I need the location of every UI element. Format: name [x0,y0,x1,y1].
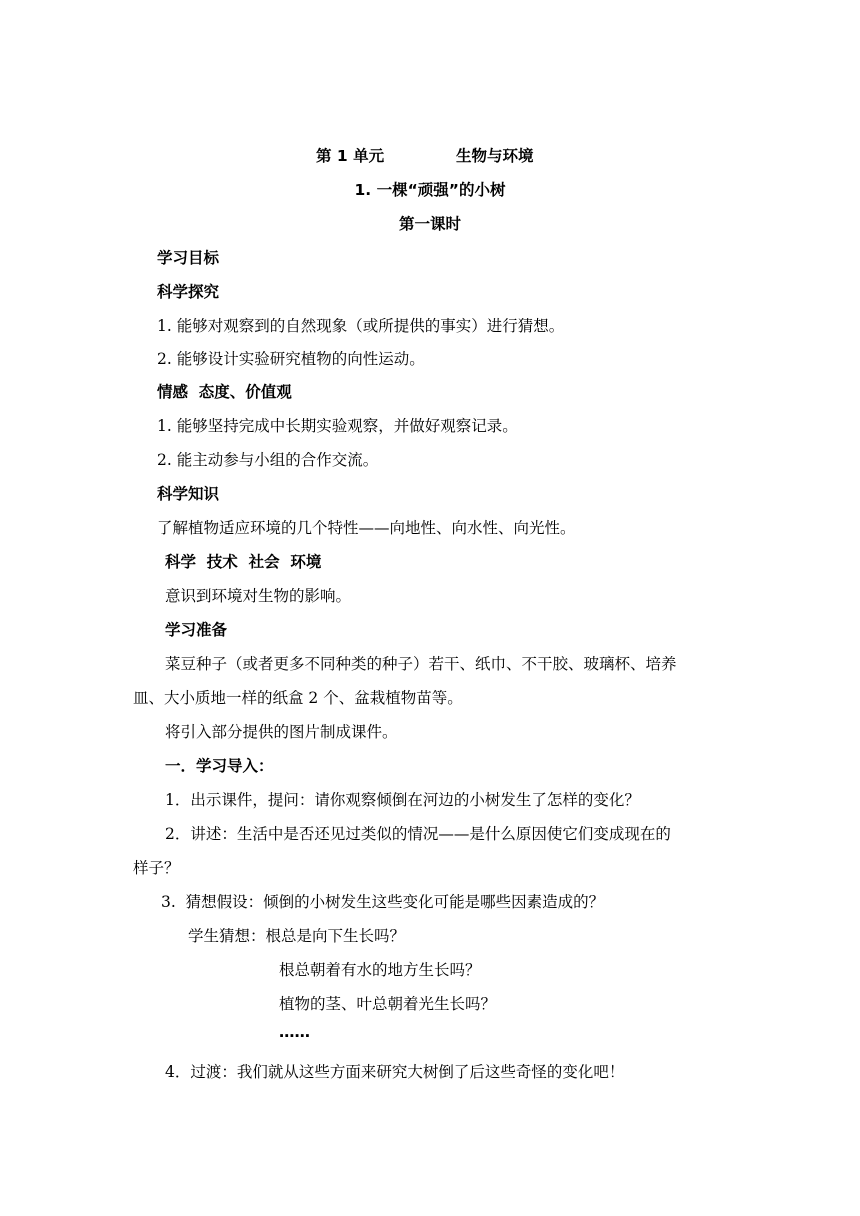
objectives-heading: 学习目标 [157,249,220,267]
stse-heading: 科学 技术 社会 环境 [165,553,322,571]
intro-heading: 一．学习导入： [165,757,274,775]
knowledge-heading: 科学知识 [157,485,220,503]
guess-ellipsis: …… [279,1023,310,1041]
knowledge-text: 了解植物适应环境的几个特性——向地性、向水性、向光性。 [157,519,576,537]
preparation-line: 菜豆种子（或者更多不同种类的种子）若干、纸巾、不干胶、玻璃杯、培养 [165,655,677,673]
period-title: 第一课时 [398,215,461,233]
preparation-line: 皿、大小质地一样的纸盒 2 个、盆栽植物苗等。 [133,689,463,707]
unit-number: 第 1 单元 [316,147,385,165]
intro-step: 3. 猜想假设：倾倒的小树发生这些变化可能是哪些因素造成的？ [161,893,605,911]
attitude-item: 1. 能够坚持完成中长期实验观察，并做好观察记录。 [157,417,518,435]
intro-step-continued: 样子？ [133,859,180,877]
attitude-heading: 情感 态度、价值观 [157,383,292,401]
preparation-line: 将引入部分提供的图片制成课件。 [165,723,398,741]
guess-item: 根总朝着有水的地方生长吗？ [279,961,481,979]
intro-step: 2．讲述：生活中是否还见过类似的情况——是什么原因使它们变成现在的 [165,825,671,843]
guess-label: 学生猜想：根总是向下生长吗？ [188,927,406,945]
preparation-heading: 学习准备 [165,621,228,639]
intro-step: 4．过渡：我们就从这些方面来研究大树倒了后这些奇怪的变化吧！ [165,1063,625,1081]
attitude-item: 2. 能主动参与小组的合作交流。 [157,451,379,469]
lesson-title: 1. 一棵“顽强”的小树 [354,181,506,199]
inquiry-item: 1. 能够对观察到的自然现象（或所提供的事实）进行猜想。 [157,317,565,335]
guess-item: 植物的茎、叶总朝着光生长吗？ [279,995,497,1013]
inquiry-item: 2. 能够设计实验研究植物的向性运动。 [157,350,425,368]
intro-step: 1．出示课件，提问：请你观察倾倒在河边的小树发生了怎样的变化？ [165,791,640,809]
unit-title: 生物与环境 [456,147,534,165]
inquiry-heading: 科学探究 [157,283,220,301]
stse-text: 意识到环境对生物的影响。 [165,587,352,605]
